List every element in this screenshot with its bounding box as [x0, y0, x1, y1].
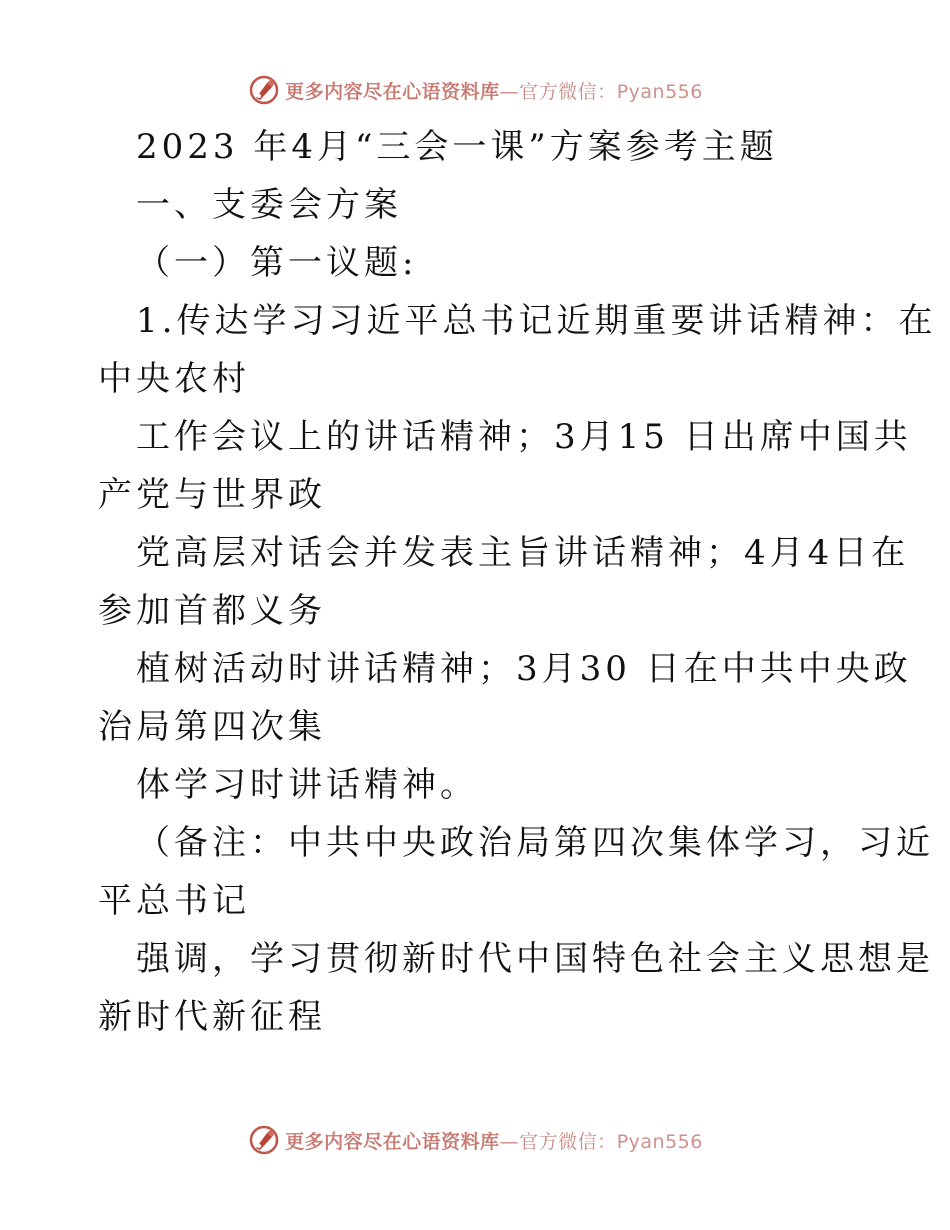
- watermark-main-text: 更多内容尽在心语资料库: [285, 80, 500, 103]
- sub-heading: （一）第一议题:: [136, 243, 418, 283]
- body-line: 植树活动时讲话精神；3月30 日在中共中央政: [136, 649, 912, 689]
- watermark-separator: —: [499, 80, 520, 103]
- document-body: [98, 118, 937, 1046]
- watermark-suffix: 官方微信：: [519, 1130, 617, 1153]
- body-paragraph: [98, 292, 937, 1046]
- watermark-text: [285, 1127, 703, 1154]
- body-line: 党高层对话会并发表主旨讲话精神；4月4日在: [136, 533, 910, 573]
- section-heading: 一、支委会方案: [136, 185, 402, 225]
- watermark-main-text: 更多内容尽在心语资料库: [285, 1130, 500, 1153]
- body-line: 平总书记: [98, 881, 250, 921]
- watermark-footer: [0, 1120, 950, 1160]
- pen-nib-logo-icon: [247, 73, 281, 107]
- watermark-wechat-id: Pyan556: [616, 1130, 703, 1153]
- body-line: 1.传达学习习近平总书记近期重要讲话精神：在: [136, 301, 937, 341]
- body-line: 治局第四次集: [98, 707, 326, 747]
- watermark-text: [285, 77, 703, 104]
- body-line: 中央农村: [98, 359, 250, 399]
- body-line: 参加首都义务: [98, 591, 326, 631]
- watermark-wechat-id: Pyan556: [616, 80, 703, 103]
- document-title: 2023 年4月“三会一课”方案参考主题: [136, 127, 778, 167]
- body-line: 体学习时讲话精神。: [136, 765, 478, 805]
- watermark-separator: —: [499, 1130, 520, 1153]
- body-line: 产党与世界政: [98, 475, 326, 515]
- body-line: （备注：中共中央政治局第四次集体学习，习近: [136, 823, 934, 863]
- watermark-suffix: 官方微信：: [519, 80, 617, 103]
- watermark-header: [0, 70, 950, 110]
- pen-nib-logo-icon: [247, 1123, 281, 1157]
- body-line: 新时代新征程: [98, 997, 326, 1037]
- body-line: 强调，学习贯彻新时代中国特色社会主义思想是: [136, 939, 934, 979]
- body-line: 工作会议上的讲话精神；3月15 日出席中国共: [136, 417, 912, 457]
